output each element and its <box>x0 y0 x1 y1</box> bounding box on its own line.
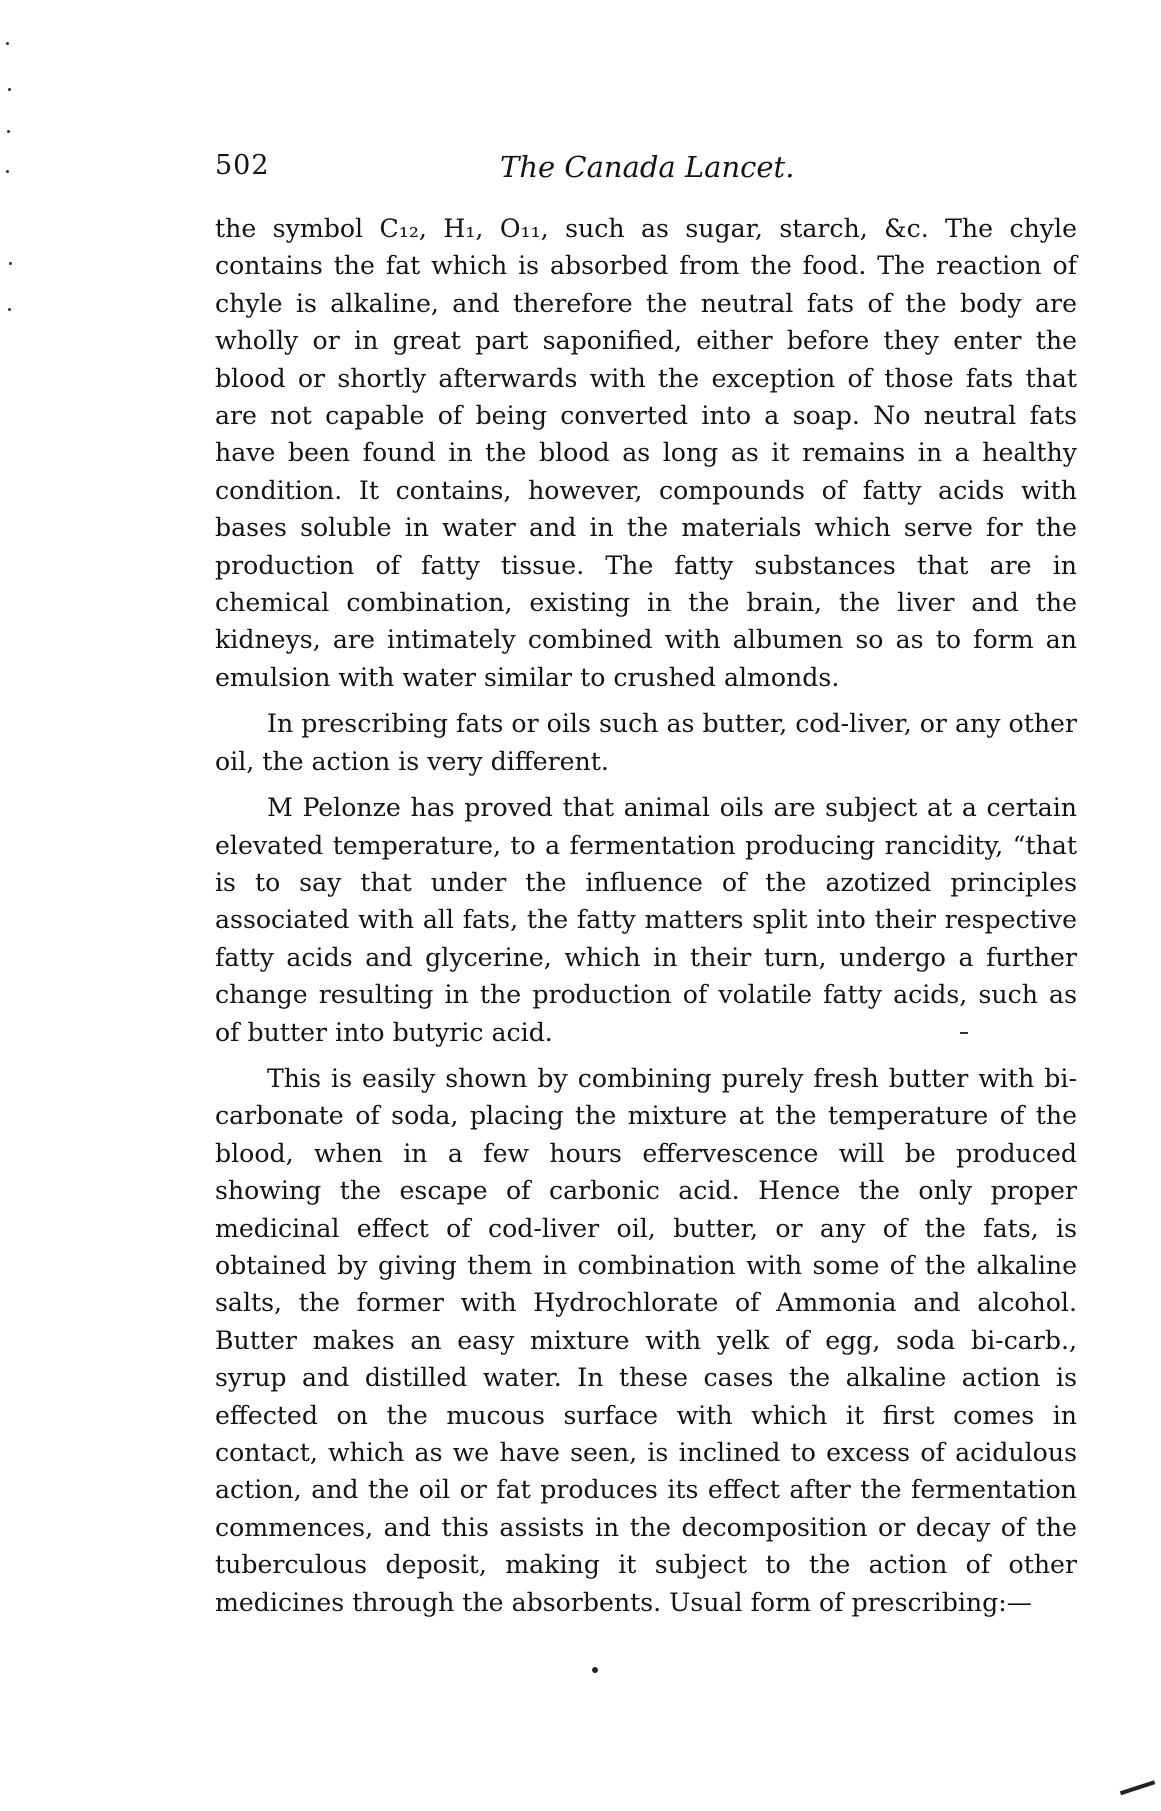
scan-margin-speck <box>6 42 9 45</box>
page-number: 502 <box>215 150 270 181</box>
scan-corner-mark <box>1117 1771 1156 1795</box>
scan-margin-speck <box>9 262 12 265</box>
scan-margin-speck <box>8 308 11 311</box>
scan-margin-speck <box>7 130 10 133</box>
article-body <box>215 210 1077 1630</box>
scan-stray-dot <box>592 1667 598 1673</box>
scan-margin-speck <box>8 88 11 91</box>
paragraph-pelonze: M Pelonze has proved that animal oils are subject at a certain elevated temperature, to a fermentation producing rancidity, “that is to say that under the influence of the azotized principles associated with all fats, the fatty matters split into their respective fatty acids and glycerine, which in their turn, undergo a further change resulting in the production of volatile fatty acids, such as of butter into butyric acid. <box>215 793 1077 1047</box>
scan-dash-speck <box>960 1032 968 1034</box>
running-title: The Canada Lancet. <box>500 150 795 184</box>
paragraph-prescribing-fats: In prescribing fats or oils such as butter, cod-liver, or any other oil, the action is very different. <box>215 709 1077 776</box>
paragraph-chyle: the symbol C₁₂, H₁, O₁₁, such as sugar, starch, &c. The chyle contains the fat which is absorbed from the food. The reaction of chyle is alkaline, and therefore the neutral fats of the body are wholly or in great part saponified, either before they enter the blood or shortly afterwards with the exception of those fats that are not capable of being converted into a soap. No neutral fats have been found in the blood as long as it remains in a healthy condition. It contains, however, compounds of fatty acids with bases soluble in water and in the materials which serve for the production of fatty tissue. The fatty substances that are in chemical combination, existing in the brain, the liver and the kidneys, are intimately combined with albumen so as to form an emulsion with water similar to crushed almonds. <box>215 214 1077 692</box>
page-header <box>215 150 1075 194</box>
paragraph-butter-experiment: This is easily shown by combining purely fresh butter with bi-carbonate of soda, placing the mixture at the temperature of the blood, when in a few hours effervescence will be produced showing the escape of carbonic acid. Hence the only proper medicinal effect of cod-liver oil, butter, or any of the fats, is obtained by giving them in combination with some of the alkaline salts, the former with Hydrochlorate of Ammonia and alcohol. Butter makes an easy mixture with yelk of egg, soda bi-carb., syrup and distilled water. In these cases the alkaline action is effected on the mucous surface with which it first comes in contact, which as we have seen, is inclined to excess of acidulous action, and the oil or fat produces its effect after the fermentation commences, and this assists in the decomposition or decay of the tuberculous deposit, making it subject to the action of other medicines through the absorbents. Usual form of prescribing:— <box>215 1063 1077 1617</box>
scan-margin-speck <box>6 170 9 173</box>
